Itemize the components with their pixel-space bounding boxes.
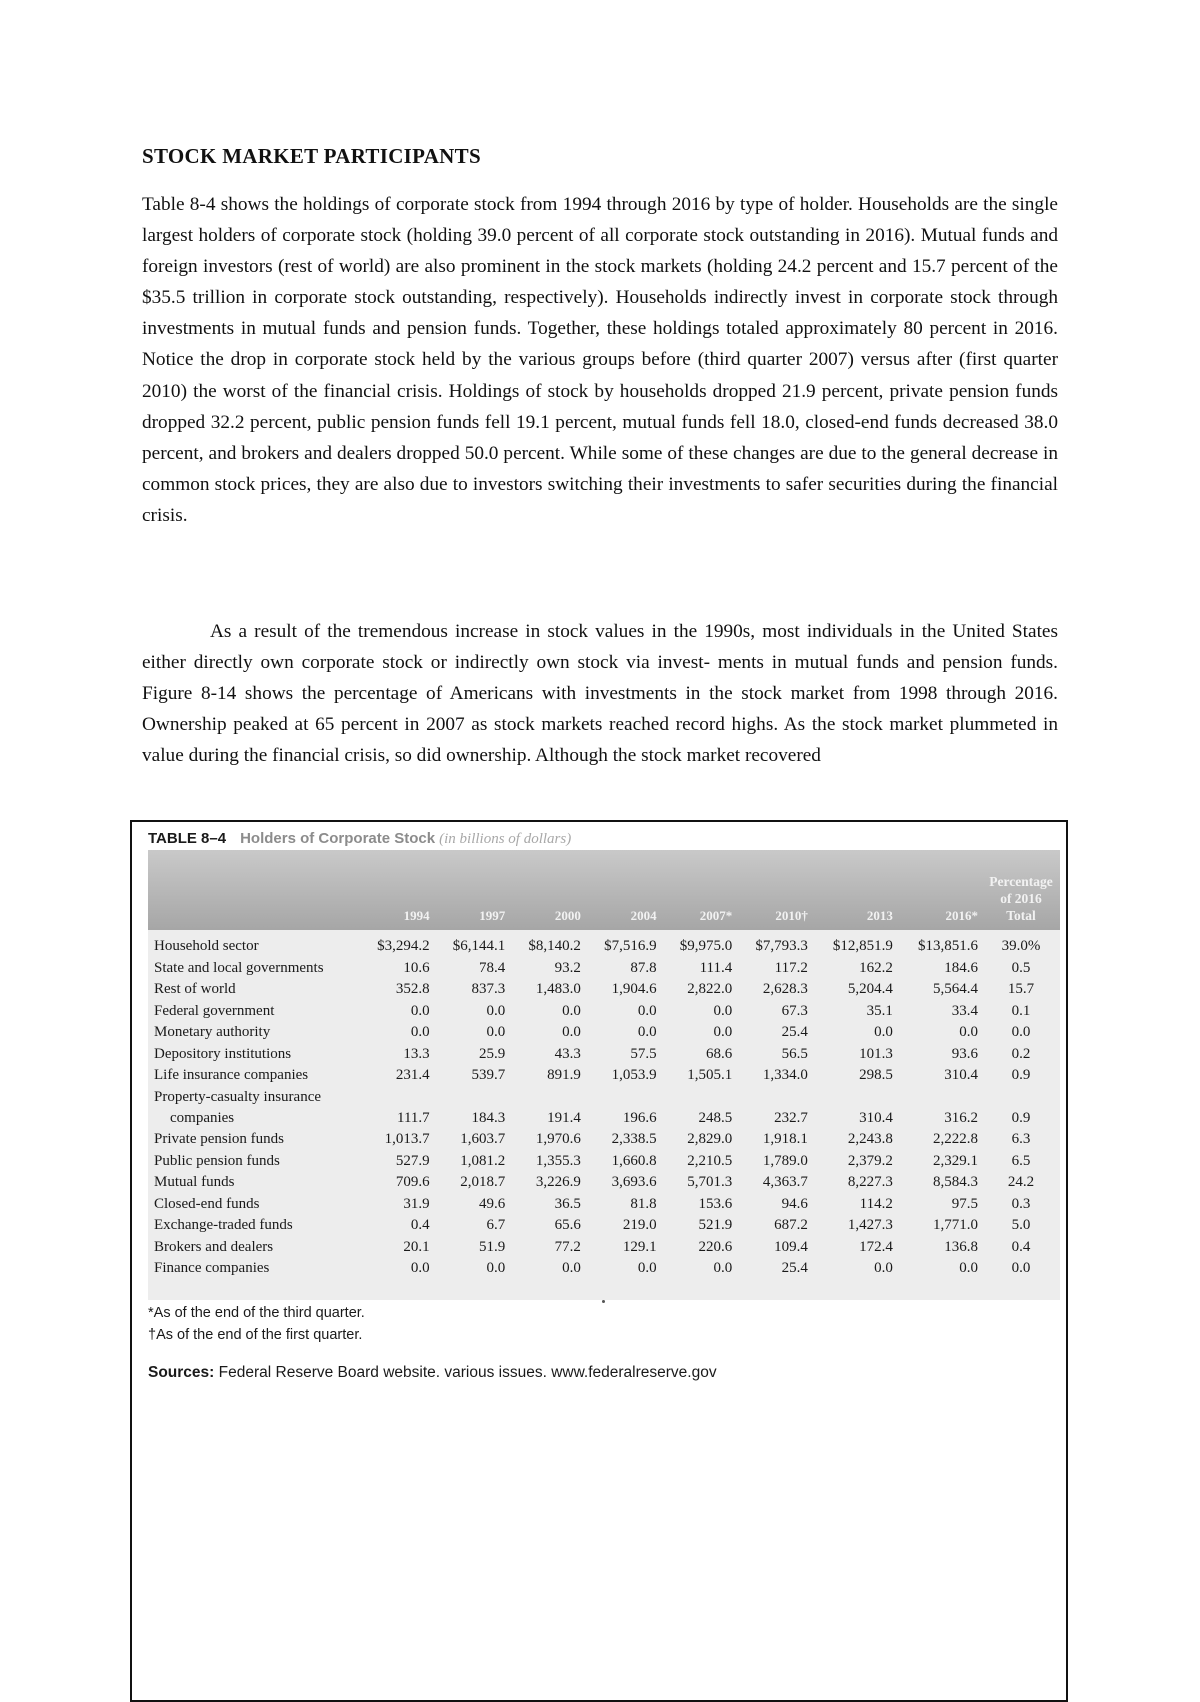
value-cell: 49.6 [479,1195,506,1212]
value-cell: 65.6 [554,1217,581,1234]
table-row [148,958,1060,980]
table-row [148,1237,1060,1259]
empty-cell [434,1087,510,1108]
footnotes [148,1302,365,1346]
sector-label: Life insurance companies [154,1067,309,1084]
value-cell: 25.4 [781,1260,808,1277]
value-cell: 1,355.3 [535,1152,581,1169]
value-cell: 6.7 [486,1217,506,1234]
header-col: 1994 [358,850,434,930]
value-cell: 1,483.0 [535,981,581,998]
value-cell: 0.0 [410,1260,430,1277]
value-cell: 2,628.3 [762,981,808,998]
percentage-cell: 6.5 [1011,1152,1031,1169]
percentage-cell: 0.9 [1011,1067,1031,1084]
sources-text: Federal Reserve Board website. various issues. www.federalreserve.gov [218,1364,717,1381]
sector-label: Household sector [154,938,259,955]
value-cell: 687.2 [774,1217,808,1234]
value-cell: 184.3 [471,1109,506,1126]
value-cell: 0.0 [959,1024,978,1041]
value-cell: 1,771.0 [933,1217,978,1234]
value-cell: 1,660.8 [611,1152,657,1169]
value-cell: 3,226.9 [535,1174,581,1191]
value-cell: 0.0 [874,1260,893,1277]
value-cell: 2,338.5 [611,1131,657,1148]
sector-label: Mutual funds [154,1174,235,1191]
empty-cell [509,1087,585,1108]
value-cell: 1,053.9 [611,1067,657,1084]
header-col: 2016* [897,850,982,930]
header-col: 2007* [661,850,737,930]
paragraph-1: Table 8-4 shows the holdings of corporate stock from 1994 through 2016 by type of holder. Households are the single largest holders of corporate stock (holding 39.0 percent of all corporate stock outstanding in 2016). Mutual funds and foreign investors (rest of world) are also prominent in the stock markets (holding 24.2 percent and 15.7 percent of the $35.5 trillion in corporate stock outstanding, respectively). Households indirectly invest in corporate stock through investments in mutual funds and pension funds. Together, these holdings totaled approximately 80 percent in 2016. Notice the drop in corporate stock held by the various groups before (third quarter 2007) versus after (first quarter 2010) the worst of the financial crisis. Holdings of stock by households dropped 21.9 percent, private pension funds dropped 32.2 percent, public pension funds fell 19.1 percent, mutual funds fell 18.0, closed-end funds decreased 38.0 percent, and brokers and dealers dropped 50.0 percent. While some of these changes are due to the general decrease in common stock prices, they are also due to investors switching their investments to safer securities during the financial crisis. [142,194,1058,526]
percentage-cell: 24.2 [1007,1174,1035,1191]
value-cell: 0.0 [713,1024,733,1041]
value-cell: 196.6 [622,1109,657,1126]
table-label: TABLE 8–4 [148,830,227,847]
value-cell: 31.9 [403,1195,430,1212]
table-row [148,1022,1060,1044]
table-row [148,1129,1060,1151]
sector-label: State and local governments [154,959,324,976]
value-cell: 0.4 [410,1217,430,1234]
value-cell: 68.6 [705,1045,733,1062]
value-cell: $3,294.2 [377,938,430,955]
table-row [148,1215,1060,1237]
value-cell: 93.6 [951,1045,978,1062]
percentage-cell: 0.5 [1011,959,1031,976]
value-cell: 78.4 [479,959,506,976]
sector-label: Monetary authority [154,1024,271,1041]
value-cell: 1,904.6 [611,981,657,998]
value-cell: 5,204.4 [847,981,893,998]
value-cell: 891.9 [547,1067,581,1084]
percentage-cell: 0.4 [1011,1238,1031,1255]
value-cell: 129.1 [622,1238,657,1255]
header-col: 2010† [736,850,812,930]
value-cell: 2,329.1 [933,1152,978,1169]
value-cell: 2,243.8 [847,1131,893,1148]
value-cell: 56.5 [781,1045,808,1062]
value-cell: 111.7 [397,1109,430,1126]
value-cell: 2,379.2 [847,1152,893,1169]
value-cell: 1,013.7 [384,1131,430,1148]
value-cell: 219.0 [622,1217,657,1234]
value-cell: $9,975.0 [679,938,733,955]
value-cell: 191.4 [547,1109,581,1126]
empty-cell [982,1087,1060,1108]
paragraph-2: As a result of the tremendous increase in stock values in the 1990s, most individuals in the United States either directly own corporate stock or indirectly own stock via invest- ments in mutual funds and pension funds. Figure 8-14 shows the percentage of Americans with investments in the stock market from 1998 through 2016. Ownership peaked at 65 percent in 2007 as stock markets reached record highs. As the stock market plummeted in value during the financial crisis, so did ownership. Although the stock market recovered [142,621,1058,767]
value-cell: 153.6 [698,1195,733,1212]
value-cell: 0.0 [713,1002,733,1019]
percentage-cell: 0.0 [1011,1024,1031,1041]
table-row [148,1108,1060,1130]
footnote-1: *As of the end of the third quarter. [148,1305,365,1321]
value-cell: 527.9 [395,1152,430,1169]
value-cell: $13,851.6 [918,938,978,955]
table-row [148,979,1060,1001]
table-row [148,1065,1060,1087]
sources-line [148,1364,717,1382]
value-cell: 101.3 [859,1045,893,1062]
table-row [148,930,1060,958]
table-8-4-figure [130,820,1068,1702]
percentage-cell: 5.0 [1011,1217,1031,1234]
value-cell: 77.2 [554,1238,581,1255]
value-cell: 4,363.7 [762,1174,808,1191]
sector-label: Closed-end funds [154,1195,260,1212]
table-body [148,930,1060,1300]
holders-table [148,850,1060,1300]
header-col-percentage: Percentage of 2016 Total [982,850,1060,930]
value-cell: 51.9 [479,1238,506,1255]
percentage-cell: 6.3 [1011,1131,1031,1148]
value-cell: 0.0 [959,1260,978,1277]
value-cell: 172.4 [859,1238,893,1255]
value-cell: 97.5 [951,1195,978,1212]
value-cell: 0.0 [713,1260,733,1277]
value-cell: 0.0 [562,1024,581,1041]
value-cell: 1,334.0 [762,1067,808,1084]
empty-cell [812,1087,897,1108]
table-row [148,1044,1060,1066]
value-cell: 93.2 [554,959,581,976]
value-cell: 0.0 [874,1024,893,1041]
value-cell: 117.2 [774,959,808,976]
sector-label: Depository institutions [154,1045,292,1062]
value-cell: 352.8 [395,981,430,998]
table-row [148,1001,1060,1023]
value-cell: 1,081.2 [460,1152,506,1169]
value-cell: 316.2 [944,1109,978,1126]
value-cell: 0.0 [637,1024,657,1041]
value-cell: 25.9 [479,1045,506,1062]
value-cell: 0.0 [486,1024,506,1041]
value-cell: 1,789.0 [762,1152,808,1169]
sector-label: Rest of world [154,981,236,998]
header-col: 2013 [812,850,897,930]
value-cell: 220.6 [698,1238,733,1255]
table-title [148,830,571,848]
value-cell: 298.5 [859,1067,893,1084]
sector-label: Finance companies [154,1260,270,1277]
value-cell: 5,701.3 [687,1174,733,1191]
value-cell: $7,516.9 [604,938,657,955]
sector-label-continued: companies [170,1109,235,1126]
value-cell: 87.8 [630,959,657,976]
value-cell: 8,227.3 [847,1174,893,1191]
value-cell: 8,584.3 [933,1174,978,1191]
table-unit: (in billions of dollars) [439,831,572,847]
percentage-cell: 0.9 [1011,1109,1031,1126]
value-cell: 57.5 [630,1045,657,1062]
sector-label: Public pension funds [154,1152,280,1169]
value-cell: 36.5 [554,1195,581,1212]
header-col: 2004 [585,850,661,930]
sector-label: Exchange-traded funds [154,1217,293,1234]
footnote-2: †As of the end of the first quarter. [148,1327,363,1343]
empty-cell [358,1087,434,1108]
page-title: STOCK MARKET PARTICIPANTS [142,144,481,168]
value-cell: 13.3 [403,1045,430,1062]
value-cell: 1,918.1 [762,1131,808,1148]
value-cell: $12,851.9 [832,938,893,955]
empty-cell [661,1087,737,1108]
value-cell: 114.2 [859,1195,893,1212]
value-cell: 232.7 [774,1109,808,1126]
value-cell: 310.4 [859,1109,893,1126]
value-cell: 0.0 [410,1024,430,1041]
value-cell: 2,822.0 [687,981,733,998]
table-row [148,1172,1060,1194]
value-cell: 248.5 [698,1109,733,1126]
value-cell: 2,222.8 [933,1131,978,1148]
value-cell: 162.2 [859,959,893,976]
value-cell: 0.0 [410,1002,430,1019]
speck-mark [602,1300,605,1303]
value-cell: 837.3 [471,981,506,998]
value-cell: 2,210.5 [687,1152,733,1169]
value-cell: 111.4 [699,959,733,976]
value-cell: 539.7 [471,1067,506,1084]
header-sector [148,850,358,930]
percentage-cell: 15.7 [1007,981,1035,998]
value-cell: 67.3 [781,1002,808,1019]
table-row [148,1151,1060,1173]
header-row [148,850,1060,930]
value-cell: 33.4 [951,1002,978,1019]
sector-label: Private pension funds [154,1131,284,1148]
value-cell: 109.4 [774,1238,808,1255]
percentage-cell: 0.3 [1011,1195,1031,1212]
value-cell: 2,018.7 [460,1174,506,1191]
value-cell: 1,505.1 [687,1067,733,1084]
value-cell: $8,140.2 [528,938,581,955]
value-cell: 1,970.6 [535,1131,581,1148]
value-cell: 2,829.0 [687,1131,733,1148]
table-name: Holders of Corporate Stock [240,830,436,847]
table-row [148,1194,1060,1216]
value-cell: 709.6 [395,1174,430,1191]
percentage-cell: 0.1 [1011,1002,1031,1019]
value-cell: 3,693.6 [611,1174,657,1191]
sector-label: Brokers and dealers [154,1238,274,1255]
value-cell: 5,564.4 [933,981,978,998]
value-cell: 310.4 [944,1067,978,1084]
value-cell: 0.0 [486,1002,506,1019]
value-cell: $6,144.1 [452,938,506,955]
value-cell: 0.0 [637,1002,657,1019]
value-cell: 136.8 [944,1238,978,1255]
value-cell: 521.9 [698,1217,733,1234]
value-cell: 0.0 [486,1260,506,1277]
value-cell: 0.0 [562,1260,581,1277]
table-row [148,1087,1060,1108]
empty-cell [585,1087,661,1108]
sector-label: Property-casualty insurance [154,1088,322,1105]
empty-cell [897,1087,982,1108]
value-cell: 20.1 [403,1238,430,1255]
sector-label: Federal government [154,1002,275,1019]
header-col: 1997 [434,850,510,930]
value-cell: 81.8 [630,1195,657,1212]
value-cell: 25.4 [781,1024,808,1041]
header-col: 2000 [509,850,585,930]
value-cell: 35.1 [866,1002,893,1019]
sources-label: Sources: [148,1364,215,1381]
percentage-cell: 0.2 [1011,1045,1031,1062]
percentage-cell: 0.0 [1011,1260,1031,1277]
table-row [148,1258,1060,1300]
value-cell: 0.0 [562,1002,581,1019]
percentage-cell: 39.0% [1001,938,1041,955]
value-cell: 1,427.3 [847,1217,893,1234]
value-cell: 184.6 [944,959,978,976]
value-cell: 1,603.7 [460,1131,506,1148]
value-cell: $7,793.3 [755,938,808,955]
value-cell: 231.4 [395,1067,430,1084]
value-cell: 10.6 [403,959,430,976]
value-cell: 0.0 [637,1260,657,1277]
empty-cell [736,1087,812,1108]
value-cell: 43.3 [554,1045,581,1062]
value-cell: 94.6 [781,1195,808,1212]
